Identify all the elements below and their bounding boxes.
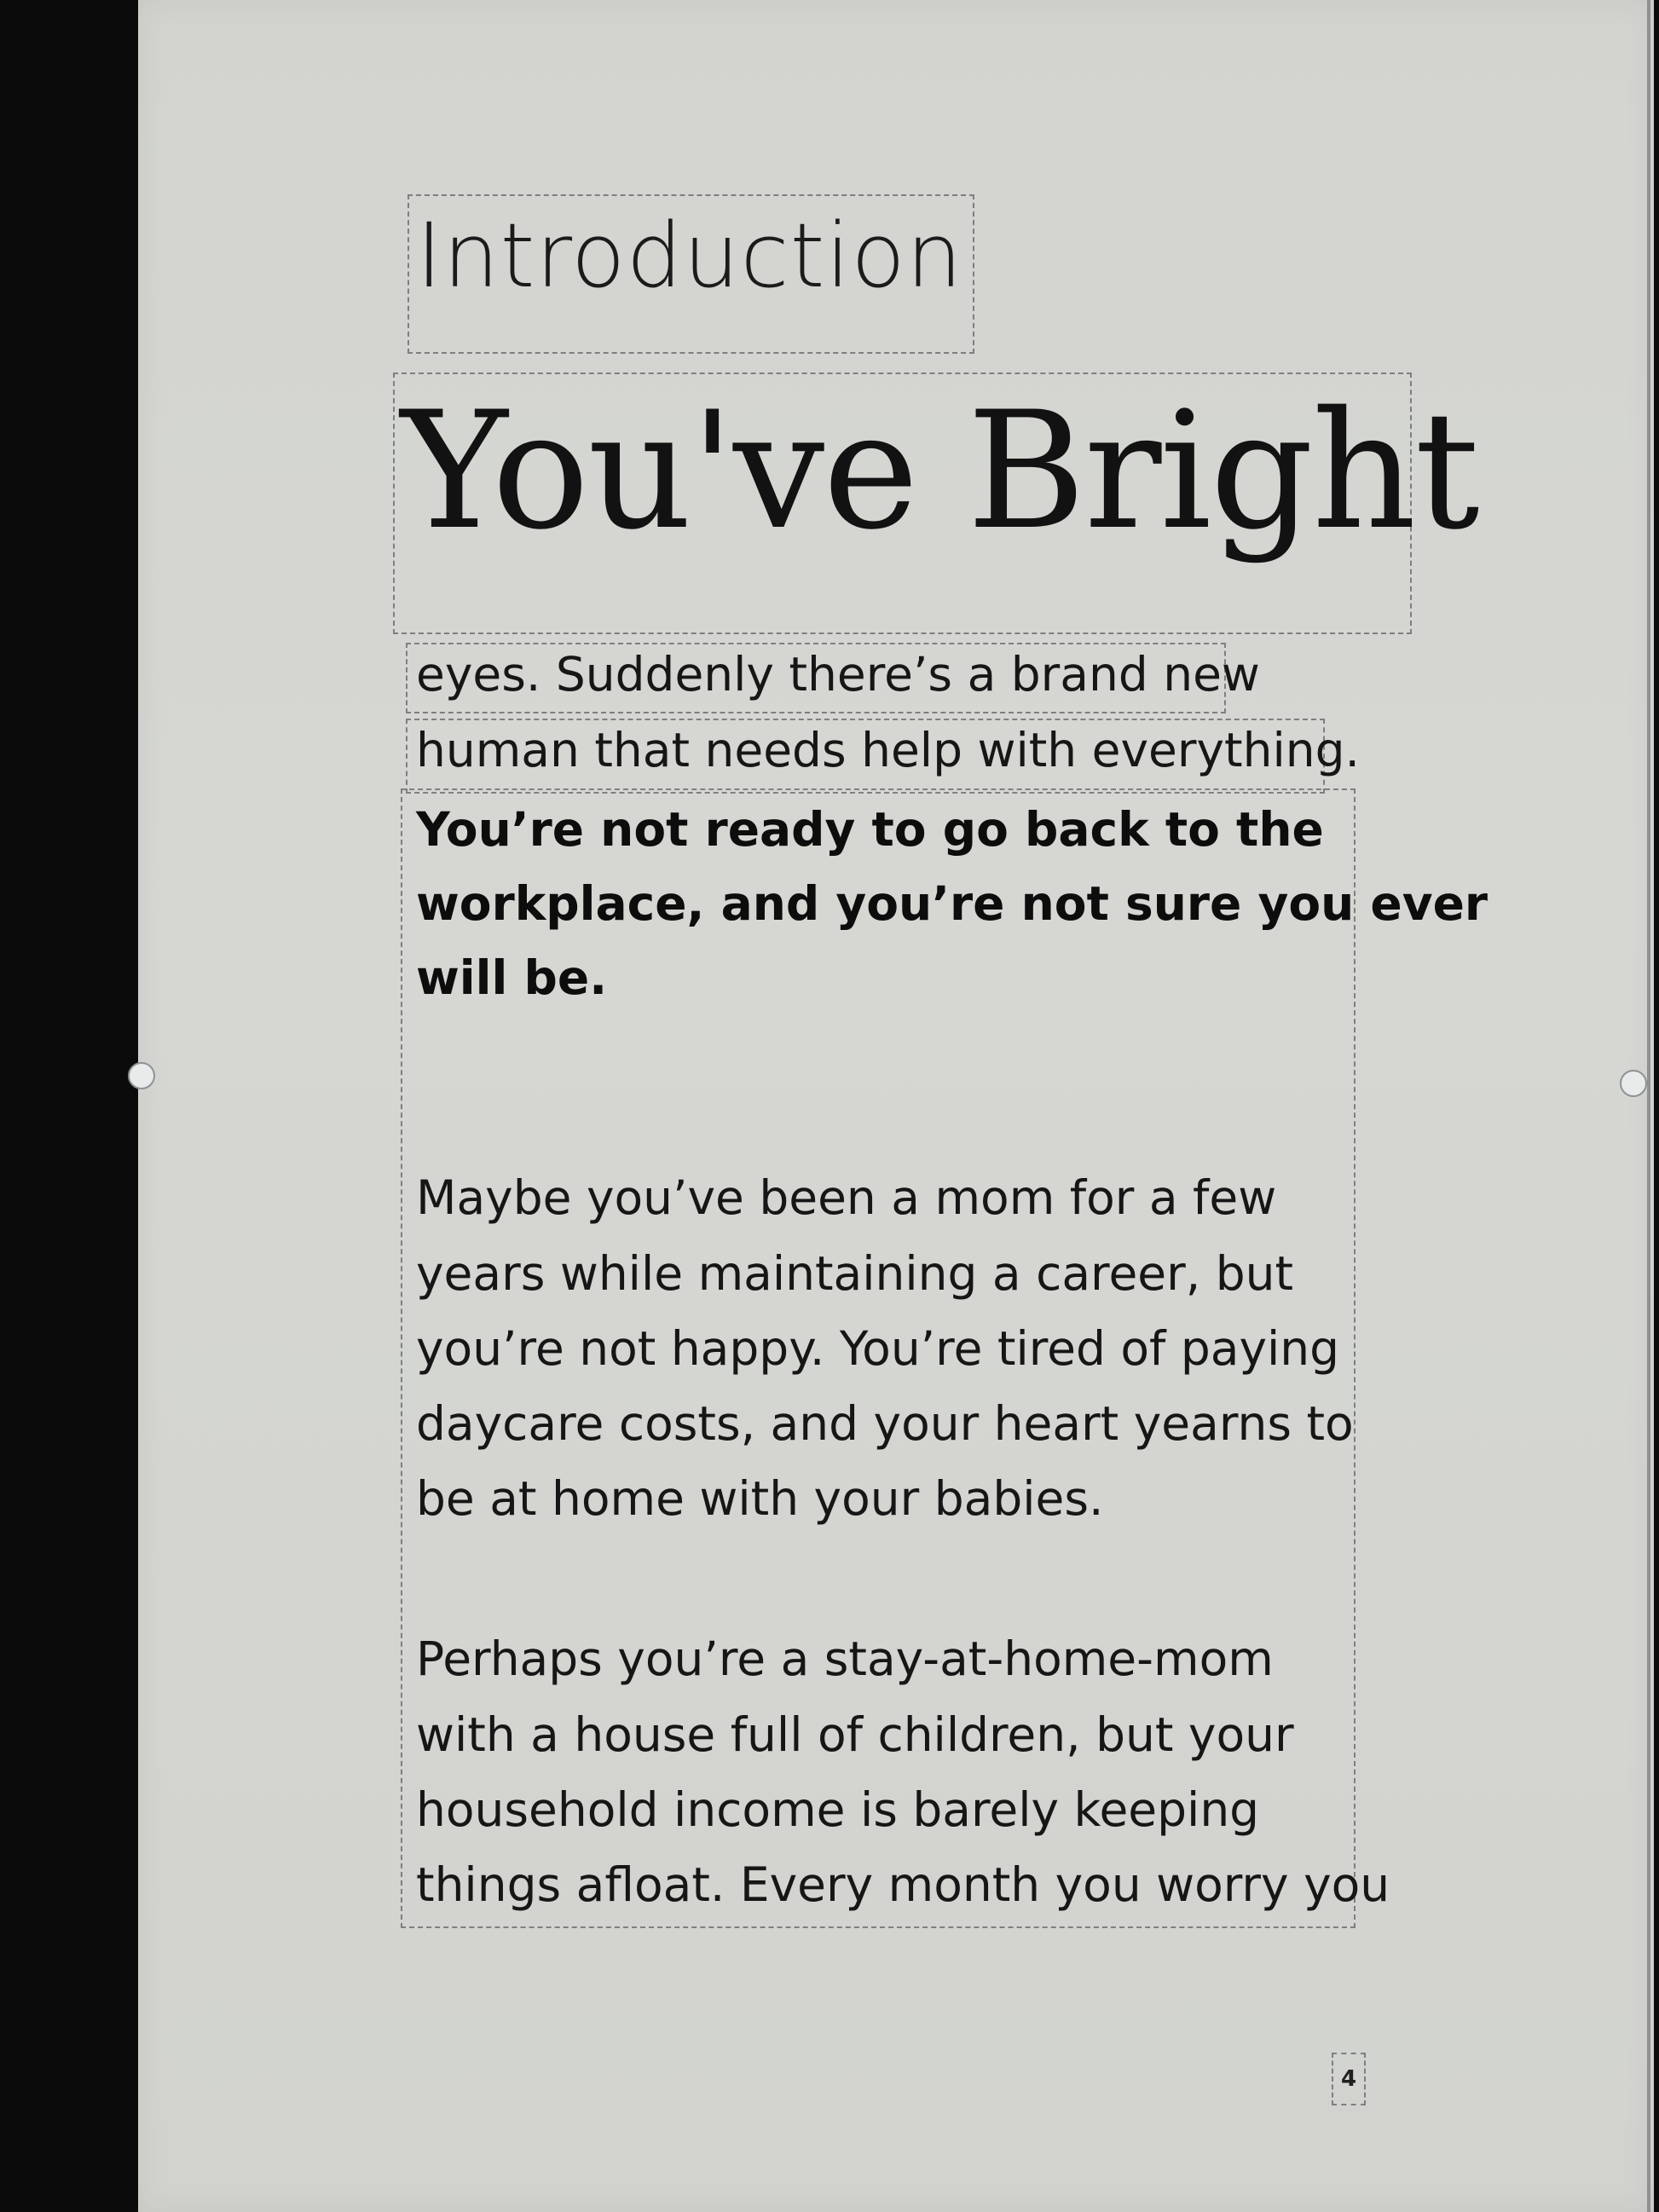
right-resize-handle[interactable] xyxy=(1620,1070,1647,1097)
left-resize-handle[interactable] xyxy=(128,1062,155,1089)
paragraph-2-line: Maybe you’ve been a mom for a few xyxy=(416,1170,1277,1225)
paragraph-2-line: years while maintaining a career, but xyxy=(416,1246,1294,1301)
page-edge xyxy=(1647,0,1650,2212)
intro-line: eyes. Suddenly there’s a brand new xyxy=(416,647,1260,702)
paragraph-3-line: with a house full of children, but your xyxy=(416,1707,1294,1762)
paragraph-2-line: daycare costs, and your heart yearns to xyxy=(416,1396,1354,1451)
paragraph-3-line: household income is barely keeping xyxy=(416,1782,1260,1837)
paragraph-2-line: be at home with your babies. xyxy=(416,1471,1104,1526)
bold-line: will be. xyxy=(416,950,608,1005)
paragraph-2-line: you’re not happy. You’re tired of paying xyxy=(416,1321,1340,1376)
headline: You've Bright xyxy=(401,377,1478,565)
page-number[interactable]: 4 xyxy=(1332,2053,1366,2105)
section-kicker: Introduction xyxy=(416,204,963,308)
bold-line: You’re not ready to go back to the xyxy=(416,802,1324,857)
paragraph-3-line: Perhaps you’re a stay-at-home-mom xyxy=(416,1632,1274,1686)
intro-line: human that needs help with everything. xyxy=(416,723,1360,777)
bold-line: workplace, and you’re not sure you ever xyxy=(416,876,1488,931)
paragraph-3-line: things afloat. Every month you worry you xyxy=(416,1857,1390,1912)
